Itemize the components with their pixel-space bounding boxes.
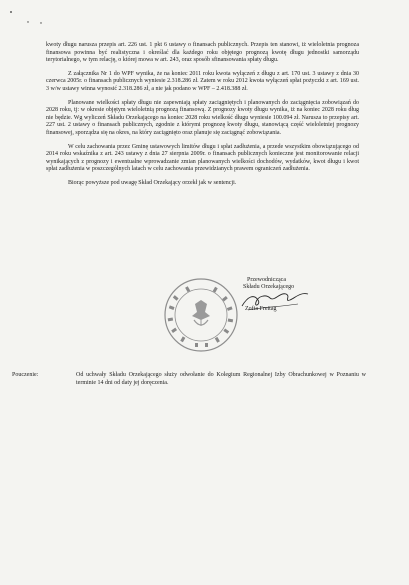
- paragraph-debt-repayment: Planowane wielkości spłaty długu nie zapewniają spłaty zaciągniętych i planowanych do zaciągnięcia zobowiązań do 2028 roku, tj: w okresie objętym wieloletnią prognozą finansową. Z prognozy kwoty długu wynika, iż na koniec 2028 roku dług nie będzie. Wg wyliczeń Składu Orzekającego na koniec 2028 roku wielkość długu wyniesie 100.094 zł. Narusza to przepisy art. 227 ust. 2 ustawy o finansach publicznych, zgodnie z którymi prognozę kwoty długu, stanowiącą część wieloletniej prognozy finansowej, sporządza się na okres, na który zaciągnięto oraz planuje się zaciągnąć zobowiązania.: [46, 99, 359, 136]
- signatory-name: Zofia Freitag: [245, 305, 277, 312]
- paragraph-debt-exclusions: Z załącznika Nr 1 do WPF wynika, że na koniec 2011 roku kwota wyłączeń z długu z art. 170 ust. 3 ustawy z dnia 30 czerwca 2005r. o finansach publicznych wyniesie 2.318.286 zł. Zatem w roku 2012 kwota wyłączeń spłat pożyczki z art. 169 ust. 3 w/w ustawy winna wynosić 2.318.286 zł, a nie jak podano w WPF – 2.418.388 zł.: [46, 70, 359, 92]
- scan-specks: [8, 6, 58, 26]
- instruction-text: Od uchwały Składu Orzekającego służy odwołanie do Kolegium Regionalnej Izby Obrachunkowej w Poznaniu w terminie 14 dni od daty jej doręczenia.: [76, 372, 366, 386]
- paragraph-debt-limits: W celu zachowania przez Gminę ustawowych limitów długu i spłat zadłużenia, a przede wszystkim obowiązującego od 2014 roku wskaźnika z art. 243 ustawy z dnia 27 sierpnia 2009r. o finansach publicznych konieczne jest monitorowanie relacji wynikających z prognozy i ewentualne wprowadzanie zmian planowanych wielkości dochodów, wydatków, kwot długu i kwot spłat zadłużenia w poszczególnych latach w celu zachowania przewidzianych prawem ograniczeń zadłużenia.: [46, 143, 359, 173]
- signature-block: [241, 277, 361, 313]
- signatory-organ: Składu Orzekającego: [243, 284, 295, 291]
- body-text: [46, 42, 359, 194]
- signatory-title: Przewodnicząca: [247, 277, 286, 283]
- instruction-label: Pouczenie:: [12, 372, 39, 378]
- official-round-stamp: [162, 276, 240, 354]
- paragraph-continuation: kwoty długu narusza przepis art. 226 ust. 1 pkt 6 ustawy o finansach publicznych. Przepis ten stanowi, iż wieloletnia prognoza finansowa powinna być realistyczna i określać dla każdego roku objętego prognozą kwotę długu jednostki samorządu terytorialnego, w tym relację, o której mowa w art. 243, oraz sposób sfinansowania spłaty długu.: [46, 42, 359, 64]
- paragraph-ruling: Biorąc powyższe pod uwagę Skład Orzekający orzekł jak w sentencji.: [68, 179, 237, 186]
